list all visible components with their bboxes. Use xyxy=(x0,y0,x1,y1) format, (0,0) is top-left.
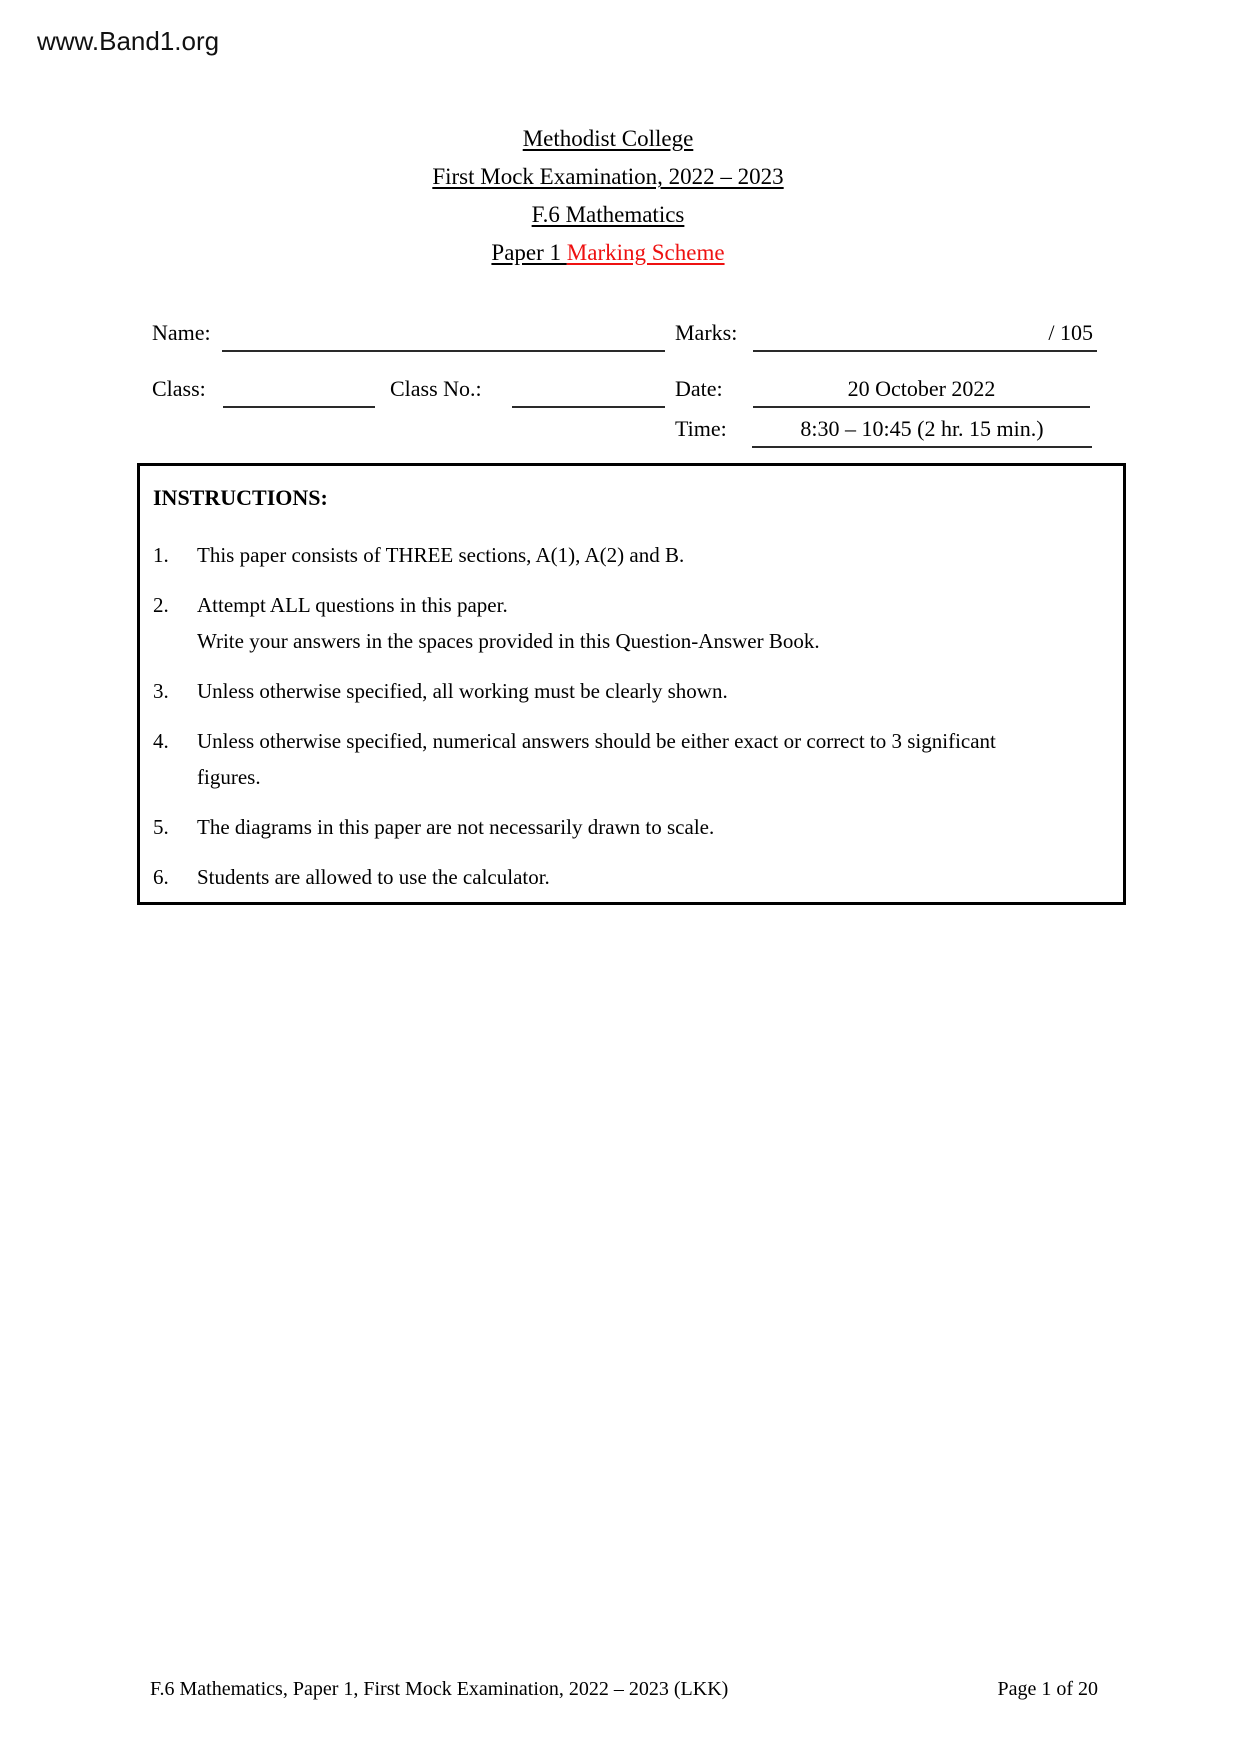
paper-title-black: Paper 1 xyxy=(491,240,567,265)
name-field-line xyxy=(222,320,665,352)
instruction-item-4 xyxy=(153,723,1113,795)
date-label: Date: xyxy=(675,376,723,401)
class-label: Class: xyxy=(152,376,206,401)
instruction-text-line: Attempt ALL questions in this paper. xyxy=(197,593,508,617)
instruction-item-1 xyxy=(153,537,1113,573)
instruction-number: 3. xyxy=(153,679,169,703)
instructions-box xyxy=(137,463,1126,905)
subject-title: F.6 Mathematics xyxy=(531,202,685,227)
instruction-text-line: This paper consists of THREE sections, A(1), A(2) and B. xyxy=(197,543,685,567)
date-value: 20 October 2022 xyxy=(847,376,996,401)
watermark-text: www.Band1.org xyxy=(37,26,220,56)
paper-title xyxy=(0,234,1216,272)
instruction-text xyxy=(197,673,1113,709)
title-block xyxy=(0,120,1216,272)
instruction-text xyxy=(197,809,1113,845)
instruction-text-line: Students are allowed to use the calculator. xyxy=(197,865,550,889)
instruction-item-6 xyxy=(153,859,1113,895)
instruction-text-line: Unless otherwise specified, all working must be clearly shown. xyxy=(197,679,728,703)
instruction-text-line: Write your answers in the spaces provided in this Question-Answer Book. xyxy=(197,629,820,653)
instruction-number: 1. xyxy=(153,543,169,567)
time-field-line xyxy=(752,416,1092,448)
instruction-number: 6. xyxy=(153,865,169,889)
instruction-item-5 xyxy=(153,809,1113,845)
marks-total: / 105 xyxy=(1048,320,1093,345)
instruction-text xyxy=(197,723,1113,795)
date-field-line xyxy=(753,376,1090,408)
exam-title: First Mock Examination, 2022 – 2023 xyxy=(432,164,784,189)
paper-title-red: Marking Scheme xyxy=(566,240,725,265)
name-label: Name: xyxy=(152,320,211,345)
time-label: Time: xyxy=(675,416,727,441)
class-field-line xyxy=(223,376,375,408)
footer-document-title: F.6 Mathematics, Paper 1, First Mock Examination, 2022 – 2023 (LKK) xyxy=(150,1678,729,1700)
instruction-text xyxy=(197,587,1113,659)
school-name: Methodist College xyxy=(522,126,694,151)
instruction-text-line: Unless otherwise specified, numerical answers should be either exact or correct to 3 significant xyxy=(197,729,996,753)
instruction-number: 4. xyxy=(153,729,169,753)
time-value: 8:30 – 10:45 (2 hr. 15 min.) xyxy=(800,416,1044,441)
instruction-number: 2. xyxy=(153,593,169,617)
instruction-number: 5. xyxy=(153,815,169,839)
instruction-item-2 xyxy=(153,587,1113,659)
class-no-label: Class No.: xyxy=(390,376,482,401)
instructions-heading: INSTRUCTIONS: xyxy=(153,485,328,510)
instruction-text-line: figures. xyxy=(197,765,261,789)
instruction-text xyxy=(197,537,1113,573)
instruction-text-line: The diagrams in this paper are not necessarily drawn to scale. xyxy=(197,815,715,839)
instruction-item-3 xyxy=(153,673,1113,709)
instruction-text xyxy=(197,859,1113,895)
class-no-field-line xyxy=(512,376,665,408)
footer-page-number: Page 1 of 20 xyxy=(997,1678,1098,1700)
marks-label: Marks: xyxy=(675,320,738,345)
marks-field-line xyxy=(753,320,1097,352)
